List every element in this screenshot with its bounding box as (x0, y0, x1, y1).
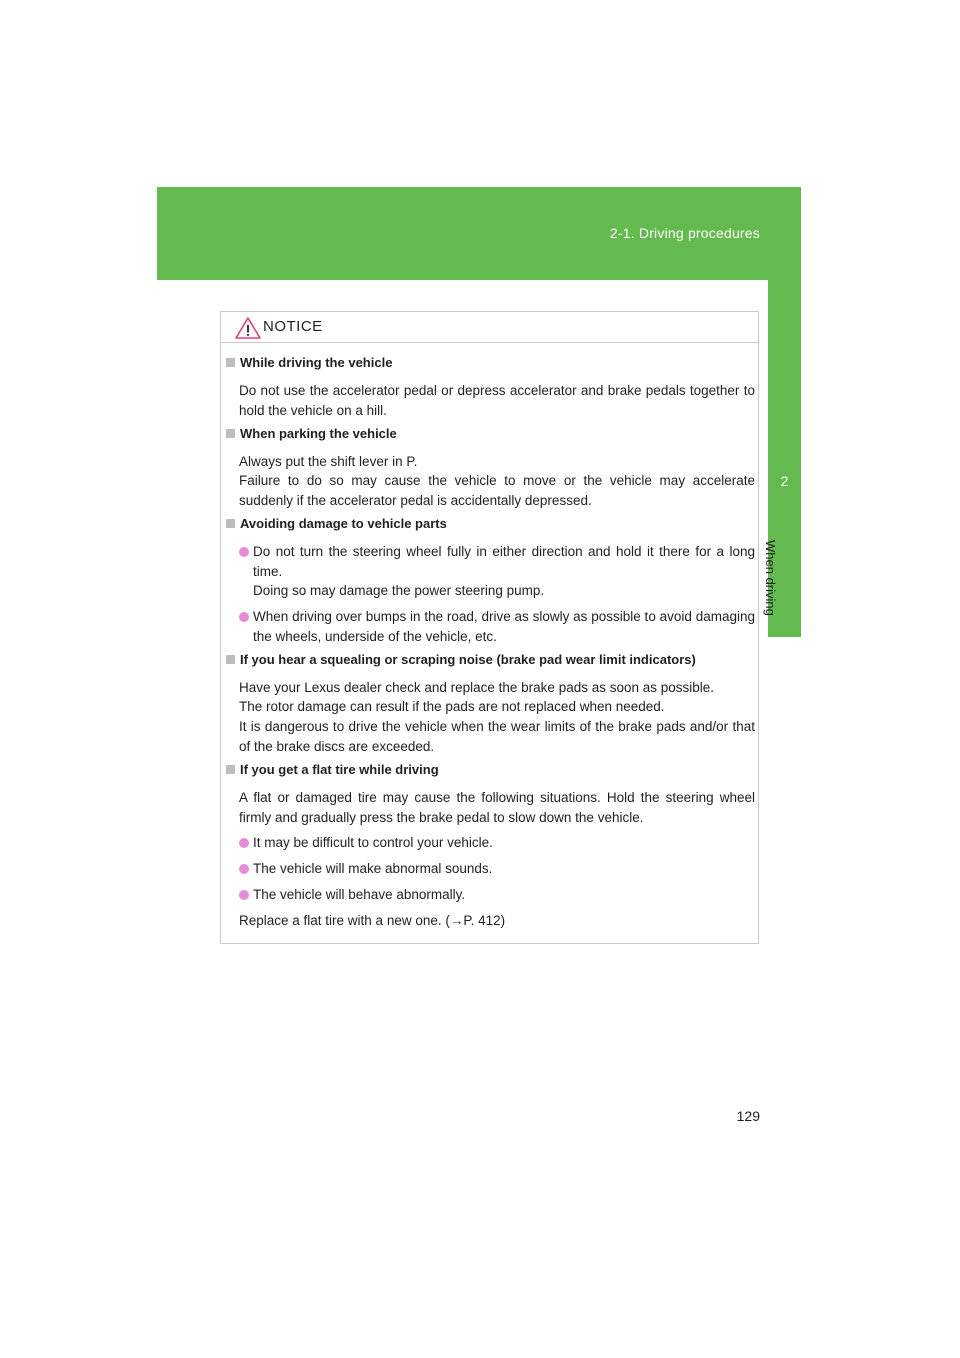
bullet-dot-icon (239, 864, 249, 874)
list-item: Do not turn the steering wheel fully in either direction and hold it there for a long time. (239, 542, 755, 581)
bullet-dot-icon (239, 547, 249, 557)
section-heading: While driving the vehicle (226, 355, 392, 370)
section-heading: If you get a flat tire while driving (226, 762, 439, 777)
section-heading: Avoiding damage to vehicle parts (226, 516, 447, 531)
paragraph: Failure to do so may cause the vehicle to move or the vehicle may accelerate suddenly if the accelerator pedal is accidentally depressed. (239, 473, 755, 508)
section-title: 2-1. Driving procedures (609, 225, 760, 241)
paragraph: Do not use the accelerator pedal or depress accelerator and brake pedals together to hold the vehicle on a hill. (239, 383, 755, 418)
square-bullet-icon (226, 765, 235, 774)
chapter-label (763, 540, 803, 630)
square-bullet-icon (226, 429, 235, 438)
paragraph: Have your Lexus dealer check and replace the brake pads as soon as possible. (239, 680, 715, 695)
list-item-continuation: Doing so may damage the power steering pump. (253, 583, 545, 598)
bullet-dot-icon (239, 838, 249, 848)
section-heading: If you hear a squealing or scraping noise (brake pad wear limit indicators) (226, 652, 696, 667)
square-bullet-icon (226, 655, 235, 664)
list-item: When driving over bumps in the road, drive as slowly as possible to avoid damaging the wheels, underside of the vehicle, etc. (239, 607, 755, 646)
notice-box (220, 311, 759, 944)
chapter-label-text: When driving (763, 540, 778, 616)
chapter-number: 2 (780, 473, 789, 489)
page-number: 129 (736, 1108, 760, 1124)
section-heading: When parking the vehicle (226, 426, 397, 441)
paragraph: The rotor damage can result if the pads are not replaced when needed. (239, 699, 665, 714)
paragraph: Always put the shift lever in P. (239, 454, 418, 469)
notice-title: NOTICE (263, 318, 323, 335)
page-reference[interactable]: Replace a flat tire with a new one. (→P. 412) (239, 913, 506, 928)
notice-header (221, 312, 758, 343)
bullet-dot-icon (239, 612, 249, 622)
list-item: The vehicle will make abnormal sounds. (239, 859, 755, 879)
warning-icon (235, 317, 261, 339)
paragraph: A flat or damaged tire may cause the following situations. Hold the steering wheel firmly and gradually press the brake pedal to slow down the vehicle. (239, 790, 755, 825)
paragraph: It is dangerous to drive the vehicle when the wear limits of the brake pads and/or that of the brake discs are exceeded. (239, 719, 755, 754)
list-item: The vehicle will behave abnormally. (239, 885, 755, 905)
list-item: It may be difficult to control your vehicle. (239, 833, 755, 853)
header-band (157, 187, 801, 280)
bullet-dot-icon (239, 890, 249, 900)
square-bullet-icon (226, 519, 235, 528)
square-bullet-icon (226, 358, 235, 367)
